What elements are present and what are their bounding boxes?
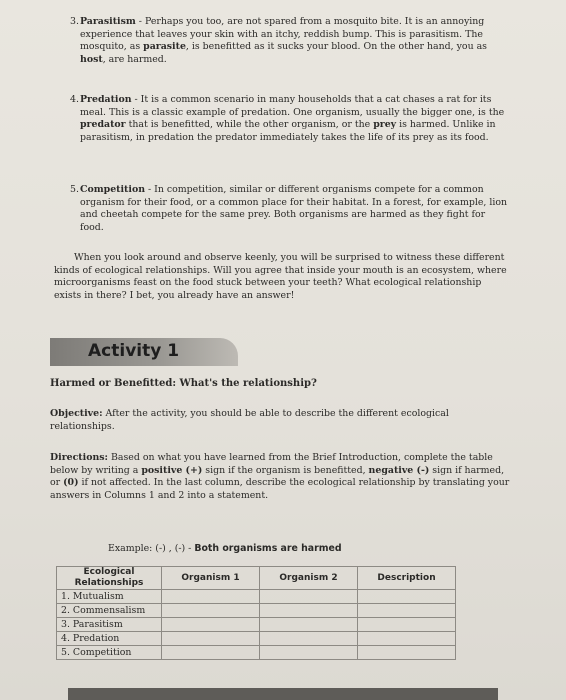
- organism-1-cell[interactable]: [162, 604, 260, 618]
- header-relationships: Ecological Relationships: [57, 567, 162, 590]
- row-label: 5. Competition: [57, 646, 162, 660]
- header-organism-2: Organism 2: [260, 567, 358, 590]
- description-cell[interactable]: [358, 604, 456, 618]
- header-organism-1: Organism 1: [162, 567, 260, 590]
- intro-paragraph: When you look around and observe keenly, you will be surprised to witness these different kinds of ecological relationships. Will you agree that inside your mouth is an ecosystem, where microorganisms feast on the food stuck between your teeth? What ecological relationship exists in there? I bet, you already have an answer!: [54, 252, 507, 301]
- table-row: [57, 632, 456, 646]
- header-description: Description: [358, 567, 456, 590]
- item-number: 5.: [70, 184, 79, 195]
- organism-2-cell[interactable]: [260, 590, 358, 604]
- table-row: [57, 618, 456, 632]
- directions-label: Directions:: [50, 452, 109, 463]
- example-text: Both organisms are harmed: [194, 543, 342, 554]
- next-section-banner: [68, 688, 498, 700]
- organism-2-cell[interactable]: [260, 646, 358, 660]
- organism-2-cell[interactable]: [260, 618, 358, 632]
- row-label: 2. Commensalism: [57, 604, 162, 618]
- description-cell[interactable]: [358, 590, 456, 604]
- paragraph-body: - It is a common scenario in many households that a cat chases a rat for its meal. This is a classic example of predation. One organism, usually the bigger one, is the predator that is benefitted, while the other organism, or the prey is harmed. Unlike in parasitism, in predation the predator immediately takes the life of its prey as its food.: [80, 94, 505, 143]
- table-row: [57, 646, 456, 660]
- example-label: Example: (-) , (-) -: [108, 543, 195, 554]
- item-number: 3.: [70, 16, 79, 27]
- activity-heading: Harmed or Benefitted: What's the relationship?: [50, 378, 317, 389]
- organism-1-cell[interactable]: [162, 590, 260, 604]
- paragraph-body: - In competition, similar or different organisms compete for a common organism for their food, or a common place for their habitat. In a forest, for example, lion and cheetah compete for the same prey. Both organisms are harmed as they fight for food.: [80, 184, 508, 233]
- paragraph-parasitism: [70, 16, 510, 66]
- organism-1-cell[interactable]: [162, 632, 260, 646]
- table-row: [57, 590, 456, 604]
- row-label: 3. Parasitism: [57, 618, 162, 632]
- organism-1-cell[interactable]: [162, 646, 260, 660]
- example-line: [108, 543, 342, 556]
- organism-1-cell[interactable]: [162, 618, 260, 632]
- organism-2-cell[interactable]: [260, 632, 358, 646]
- paragraph-predation: [70, 94, 510, 144]
- directions-text: Based on what you have learned from the Brief Introduction, complete the table below by writing a positive (+) sign if the organism is benefitted, negative (-) sign if harmed, or (0) if not affected. In the last column, describe the ecological relationship by translating your answers in Columns 1 and 2 into a statement.: [50, 452, 510, 501]
- table-row: [57, 604, 456, 618]
- directions-section: [50, 452, 510, 502]
- objective-section: [50, 408, 510, 433]
- paragraph-body: - Perhaps you too, are not spared from a mosquito bite. It is an annoying experience that leaves your skin with an itchy, reddish bump. This is parasitism. The mosquito, as parasite, is benefitted as it sucks your blood. On the other hand, you as host, are harmed.: [80, 16, 487, 65]
- row-label: 1. Mutualism: [57, 590, 162, 604]
- term-predation: Predation: [80, 94, 132, 105]
- term-parasitism: Parasitism: [80, 16, 136, 27]
- row-label: 4. Predation: [57, 632, 162, 646]
- activity-title: Activity 1: [88, 341, 180, 361]
- activity-banner: [50, 338, 238, 366]
- objective-label: Objective:: [50, 408, 103, 419]
- objective-text: After the activity, you should be able to describe the different ecological relationships.: [50, 408, 449, 432]
- description-cell[interactable]: [358, 646, 456, 660]
- term-competition: Competition: [80, 184, 146, 195]
- description-cell[interactable]: [358, 632, 456, 646]
- paragraph-competition: [70, 184, 510, 234]
- description-cell[interactable]: [358, 618, 456, 632]
- item-number: 4.: [70, 94, 79, 105]
- organism-2-cell[interactable]: [260, 604, 358, 618]
- table-header-row: [57, 567, 456, 590]
- relationships-table: [56, 566, 456, 660]
